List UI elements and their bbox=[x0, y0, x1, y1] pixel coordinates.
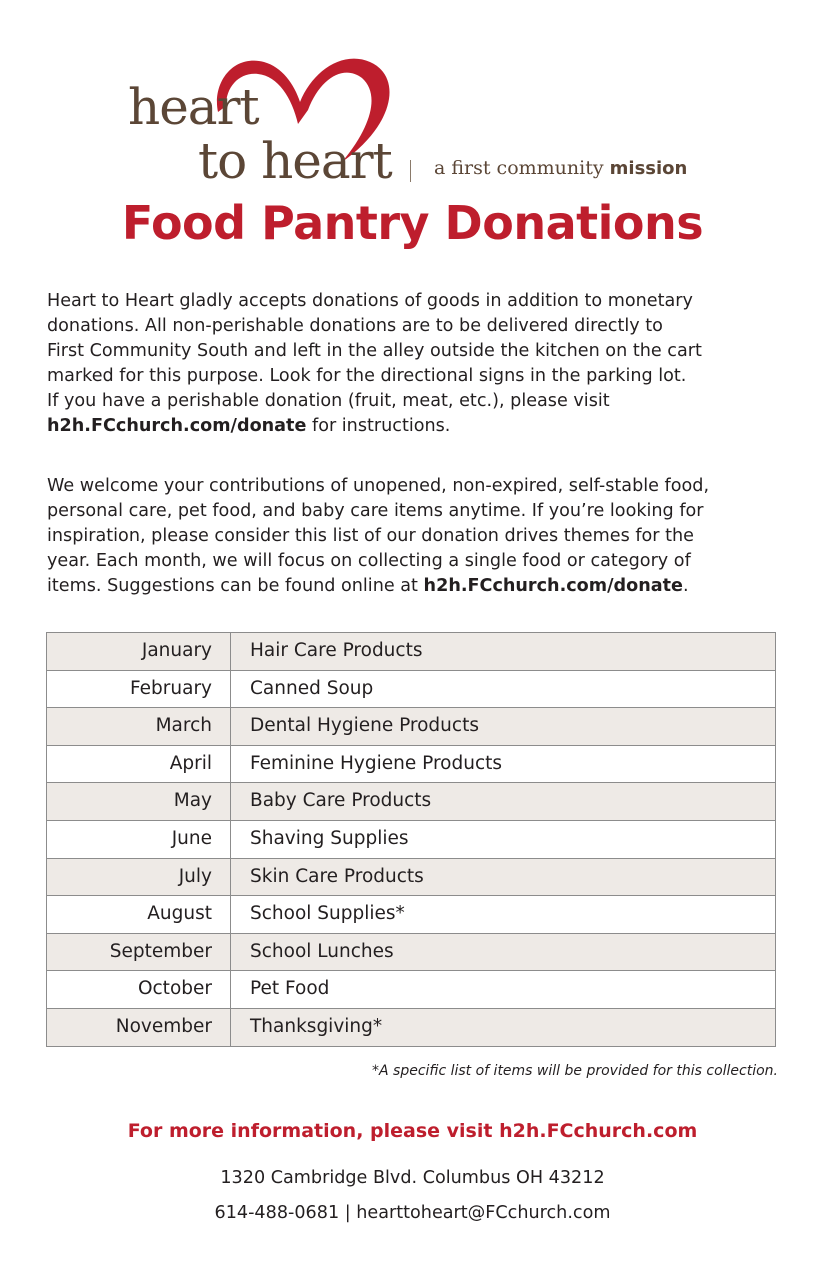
logo-text-to-heart: to heart bbox=[198, 132, 392, 190]
donate-link[interactable]: h2h.FCchurch.com/donate bbox=[423, 576, 683, 596]
table-row bbox=[47, 971, 776, 1009]
paragraph-line bbox=[47, 414, 787, 439]
logo-divider bbox=[410, 160, 411, 182]
theme-cell: Skin Care Products bbox=[231, 858, 776, 896]
month-cell: October bbox=[47, 971, 231, 1009]
paragraph-text: for instructions. bbox=[306, 416, 451, 436]
table-row bbox=[47, 670, 776, 708]
table-row bbox=[47, 745, 776, 783]
theme-cell: Feminine Hygiene Products bbox=[231, 745, 776, 783]
paragraph-line: personal care, pet food, and baby care items anytime. If you’re looking for bbox=[47, 501, 704, 521]
paragraph-text: items. Suggestions can be found online at bbox=[47, 576, 424, 596]
contact-info: 614-488-0681 | hearttoheart@FCchurch.com bbox=[214, 1203, 611, 1223]
paragraph-line: donations. All non-perishable donations are to be delivered directly to bbox=[47, 316, 663, 336]
heart-to-heart-logo bbox=[128, 44, 708, 190]
month-cell: February bbox=[47, 670, 231, 708]
page-title: Food Pantry Donations bbox=[121, 196, 704, 250]
footnote: *A specific list of items will be provided for this collection. bbox=[372, 1063, 778, 1079]
theme-cell: School Supplies* bbox=[231, 896, 776, 934]
table-row bbox=[47, 896, 776, 934]
paragraph-line: marked for this purpose. Look for the directional signs in the parking lot. bbox=[47, 366, 687, 386]
table-row bbox=[47, 933, 776, 971]
month-cell: August bbox=[47, 896, 231, 934]
paragraph-line: inspiration, please consider this list of our donation drives themes for the bbox=[47, 526, 694, 546]
tagline-prefix: a first community bbox=[434, 157, 604, 179]
month-cell: November bbox=[47, 1008, 231, 1046]
month-cell: September bbox=[47, 933, 231, 971]
paragraph-line: Heart to Heart gladly accepts donations of goods in addition to monetary bbox=[47, 291, 693, 311]
paragraph-line: First Community South and left in the alley outside the kitchen on the cart bbox=[47, 341, 702, 361]
table-row bbox=[47, 783, 776, 821]
theme-cell: Pet Food bbox=[231, 971, 776, 1009]
paragraph-text: . bbox=[682, 576, 689, 596]
theme-cell: Shaving Supplies bbox=[231, 820, 776, 858]
theme-cell: School Lunches bbox=[231, 933, 776, 971]
paragraph-line: If you have a perishable donation (fruit, meat, etc.), please visit bbox=[47, 391, 610, 411]
month-cell: June bbox=[47, 820, 231, 858]
paragraph-line: year. Each month, we will focus on collecting a single food or category of bbox=[47, 551, 691, 571]
month-cell: July bbox=[47, 858, 231, 896]
paragraph-line bbox=[47, 574, 787, 599]
month-cell: January bbox=[47, 633, 231, 671]
intro-paragraph bbox=[47, 289, 787, 439]
theme-cell: Hair Care Products bbox=[231, 633, 776, 671]
logo-tagline bbox=[434, 159, 687, 178]
donate-link[interactable]: h2h.FCchurch.com/donate bbox=[47, 416, 307, 436]
month-cell: May bbox=[47, 783, 231, 821]
theme-cell: Baby Care Products bbox=[231, 783, 776, 821]
address: 1320 Cambridge Blvd. Columbus OH 43212 bbox=[220, 1168, 605, 1188]
paragraph-line: We welcome your contributions of unopened, non-expired, self-stable food, bbox=[47, 476, 710, 496]
themes-paragraph bbox=[47, 474, 787, 599]
table-row bbox=[47, 1008, 776, 1046]
tagline-bold: mission bbox=[609, 158, 688, 179]
month-cell: April bbox=[47, 745, 231, 783]
table-row bbox=[47, 820, 776, 858]
logo-text-heart: heart bbox=[128, 78, 259, 136]
theme-cell: Thanksgiving* bbox=[231, 1008, 776, 1046]
table-row bbox=[47, 633, 776, 671]
theme-cell: Canned Soup bbox=[231, 670, 776, 708]
month-cell: March bbox=[47, 708, 231, 746]
monthly-themes-table bbox=[46, 632, 776, 1047]
theme-cell: Dental Hygiene Products bbox=[231, 708, 776, 746]
more-info-link[interactable]: For more information, please visit h2h.FCchurch.com bbox=[127, 1120, 698, 1142]
table-row bbox=[47, 708, 776, 746]
table-row bbox=[47, 858, 776, 896]
